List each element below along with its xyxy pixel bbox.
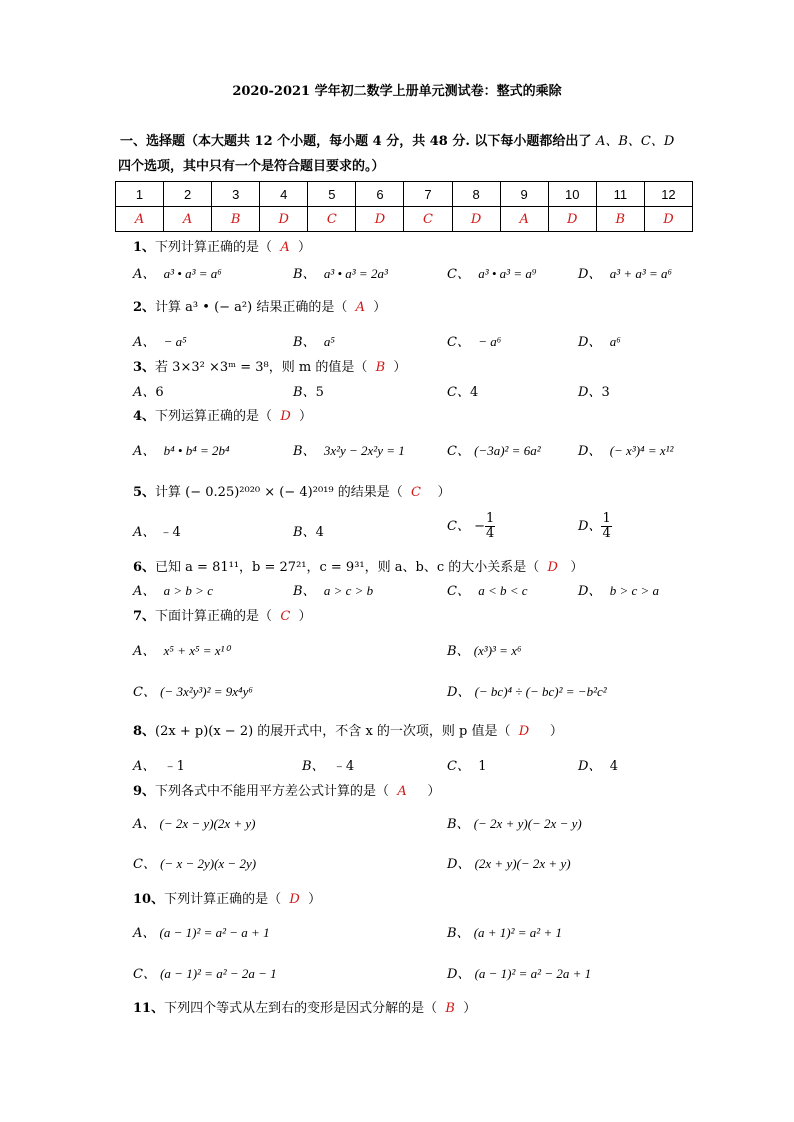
option-math: 4 [609,759,618,774]
question-3 [133,356,406,375]
option [447,681,607,700]
question-7 [133,605,312,624]
option-math: a³ • a³ = 2a³ [323,266,388,281]
option [133,263,222,282]
option [133,331,187,350]
option-math: ﹣4 [159,525,181,540]
option-label: B、 [447,926,470,941]
question-close: ） [570,560,584,575]
option-label: C、 [133,685,156,700]
option-math: a⁶ [609,334,621,349]
question-text: 下列运算正确的是（ [155,409,273,424]
option [133,521,181,540]
fraction [601,512,611,541]
option-math: (2x + y)(− 2x + y) [474,856,571,871]
option-math: (−3a)² = 6a² [474,443,541,458]
option-label: C、 [133,857,156,872]
option-label: C、 [447,584,470,599]
answer-table-cell: 4 [260,182,308,207]
option [293,331,335,350]
option-label: C、 [133,967,156,982]
option [293,381,324,400]
question-5 [133,481,450,500]
option [447,813,582,832]
option [133,963,277,982]
question-answer: A [280,240,290,255]
question-11 [133,997,476,1016]
question-number: 3、 [133,360,156,375]
option [447,963,591,982]
question-number: 7、 [133,609,156,624]
option-math: − a⁶ [478,334,502,349]
option-label: A、 [133,335,156,350]
section-heading-text: 一、选择题（本大题共 12 个小题，每小题 4 分，共 48 分. 以下每小题都给出了 [120,134,592,149]
option-label: C、 [447,519,470,534]
option-math: (x³)³ = x⁶ [473,643,522,658]
option [133,922,270,941]
question-text: 下列计算正确的是（ [164,892,282,907]
question-number: 6、 [133,560,156,575]
question-number: 1、 [133,240,156,255]
answer-key-cell: A [116,207,164,232]
question-text: 已知 a = 81¹¹，b = 27²¹，c = 9³¹，则 a、b、c 的大小关系是（ [155,560,540,575]
question-text: 计算 a³ • (− a²) 结果正确的是（ [155,300,348,315]
section-heading [120,130,700,153]
option [293,580,373,599]
question-answer: C [410,485,421,500]
option-math: 3x²y − 2x²y = 1 [323,443,405,458]
question-close: ） [298,609,312,624]
option [578,580,659,599]
option-math: (− 3x²y³)² = 9x⁴y⁶ [160,684,253,699]
question-answer: D [547,560,558,575]
option-label: D、 [447,685,471,700]
answer-table-cell: 5 [308,182,356,207]
option [133,813,256,832]
answer-table-cell: 3 [212,182,260,207]
question-close: ） [299,409,313,424]
answer-key-cell: A [500,207,548,232]
question-10 [133,888,321,907]
answer-key-cell: D [356,207,404,232]
question-text: 下列四个等式从左到右的变形是因式分解的是（ [164,1001,438,1016]
option [133,381,164,400]
question-text: (2x + p)(x − 2) 的展开式中，不含 x 的一次项，则 p 值是（ [155,724,511,739]
option-math: (− bc)⁴ ÷ (− bc)² = −b²c² [474,684,607,699]
option-math: a³ + a³ = a⁶ [609,266,673,281]
option-math: (a − 1)² = a² − 2a + 1 [474,966,592,981]
fraction-numerator: 1 [602,511,611,526]
answer-table-cell: 8 [452,182,500,207]
option [447,640,522,659]
question-answer: B [445,1001,455,1016]
question-answer: D [289,892,300,907]
question-text: 下列各式中不能用平方差公式计算的是（ [155,784,390,799]
option-math: b⁴ • b⁴ = 2b⁴ [163,443,230,458]
option [133,580,213,599]
question-number: 5、 [133,485,156,500]
question-answer: B [375,360,386,375]
question-answer: D [280,409,291,424]
question-text: 下列计算正确的是（ [155,240,273,255]
option-math: (a − 1)² = a² − a + 1 [159,925,270,940]
option-label: A、 [133,817,156,832]
option-label: C、 [447,267,470,282]
option-math: b > c > a [609,583,660,598]
question-9 [133,780,440,799]
option-label: A、 [133,444,156,459]
option-math: a³ • a³ = a⁹ [478,266,537,281]
option-label: A、 [133,267,156,282]
option-math: 4 [469,385,479,400]
option [447,263,536,282]
option-math: 1 [478,759,487,774]
option [447,922,562,941]
answer-table-cell: 9 [500,182,548,207]
option-math: a > c > b [323,583,374,598]
question-text: 下面计算正确的是（ [155,609,273,624]
answer-table-cell: 12 [644,182,692,207]
option-label: B、 [302,759,325,774]
question-text: 若 3×3² ×3ᵐ = 3⁸，则 m 的值是（ [155,360,368,375]
option-label: B、 [293,584,316,599]
question-2 [133,296,386,315]
answer-table-key-row [116,207,693,232]
answer-key-cell: A [164,207,212,232]
section-heading-letters: A、B、C、D [595,134,675,149]
option-math: 3 [601,385,610,400]
question-number: 11、 [133,1001,165,1016]
option-label: B、 [293,385,316,400]
option-math: x⁵ + x⁵ = x¹⁰ [163,643,230,658]
option-math: (− x³)⁴ = x¹² [609,443,674,458]
question-text: 计算 (− 0.25)²⁰²⁰ × (− 4)²⁰¹⁹ 的结果是（ [155,485,403,500]
question-answer: A [397,784,407,799]
option-label: B、 [447,817,470,832]
option [578,440,673,459]
question-8 [133,720,563,739]
answer-key-cell: D [644,207,692,232]
question-number: 9、 [133,784,156,799]
option [578,263,672,282]
answer-key-cell: C [404,207,452,232]
option-label: A、 [133,759,156,774]
question-close: ） [308,892,322,907]
option-label: B、 [293,267,316,282]
option-label: D、 [447,967,471,982]
answer-table-cell: 1 [116,182,164,207]
option [447,580,528,599]
option-math: ﹣4 [332,759,355,774]
option-label: C、 [447,759,470,774]
option-math: 5 [315,385,324,400]
question-close: ） [437,485,451,500]
option-math: a⁵ [323,334,335,349]
answer-table-cell: 10 [548,182,596,207]
question-1 [133,236,311,255]
option [293,440,405,459]
option-math: (− 2x − y)(2x + y) [159,816,256,831]
option-math: − [474,519,485,534]
option [447,512,495,541]
answer-key-cell: D [452,207,500,232]
option [302,755,354,774]
answer-key-cell: B [596,207,644,232]
option-label: C、 [447,444,470,459]
option-label: D、 [578,335,602,350]
answer-key-cell: C [308,207,356,232]
option [133,440,230,459]
option-math: a < b < c [478,583,528,598]
option-label: B、 [293,525,316,540]
option-math: (a − 1)² = a² − 2a − 1 [160,966,277,981]
option-label: D、 [578,759,602,774]
answer-table [115,181,693,232]
option [578,755,618,774]
option-math: 6 [155,385,164,400]
option [578,331,621,350]
option [447,331,501,350]
option-label: C、 [447,385,470,400]
option-math: a³ • a³ = a⁶ [163,266,222,281]
answer-key-cell: D [548,207,596,232]
option-math: ﹣1 [163,759,185,774]
answer-table-number-row [116,182,693,207]
question-answer: D [518,724,530,739]
section-heading-line2: 四个选项，其中只有一个是符合题目要求的。） [118,159,385,174]
option-label: A、 [133,525,156,540]
answer-table-cell: 2 [164,182,212,207]
fraction-denominator: 4 [602,526,611,541]
option-label: D、 [578,444,602,459]
option-label: D、 [578,519,602,534]
fraction-numerator: 1 [486,511,495,526]
answer-table-cell: 7 [404,182,452,207]
option-math: (− x − 2y)(x − 2y) [160,856,257,871]
option [447,381,478,400]
question-number: 4、 [133,409,156,424]
option-math: 4 [315,525,324,540]
question-number: 8、 [133,724,156,739]
option-label: B、 [447,644,470,659]
question-close: ） [463,1001,477,1016]
option-math: (− 2x + y)(− 2x − y) [473,816,582,831]
question-close: ） [427,784,441,799]
question-number: 2、 [133,300,156,315]
option [578,512,612,541]
fraction [485,512,495,541]
question-4 [133,405,312,424]
question-close: ） [297,240,311,255]
option-label: D、 [578,267,602,282]
option-math: a > b > c [163,583,213,598]
option-label: A、 [133,584,156,599]
option-label: A、 [133,385,156,400]
option [133,681,253,700]
option [447,853,571,872]
option-math: − a⁵ [163,334,187,349]
option [293,521,324,540]
option-label: A、 [133,644,156,659]
answer-key-cell: D [260,207,308,232]
option [293,263,388,282]
fraction-denominator: 4 [486,526,495,541]
option-label: D、 [578,584,602,599]
question-close: ） [373,300,387,315]
option [133,640,230,659]
option-label: B、 [293,444,316,459]
answer-table-cell: 11 [596,182,644,207]
answer-key-cell: B [212,207,260,232]
question-close: ） [549,724,563,739]
option [133,755,185,774]
option-label: D、 [447,857,471,872]
option-label: A、 [133,926,156,941]
option-label: D、 [578,385,602,400]
option-label: C、 [447,335,470,350]
question-answer: C [280,609,291,624]
option [133,853,256,872]
question-close: ） [393,360,407,375]
page-title: 2020-2021 学年初二数学上册单元测试卷：整式的乘除 [232,84,562,99]
option [447,440,541,459]
question-answer: A [355,300,365,315]
question-6 [133,556,583,575]
option-math: (a + 1)² = a² + 1 [473,925,562,940]
option [578,381,610,400]
answer-table-cell: 6 [356,182,404,207]
option-label: B、 [293,335,316,350]
question-number: 10、 [133,892,165,907]
option [447,755,487,774]
